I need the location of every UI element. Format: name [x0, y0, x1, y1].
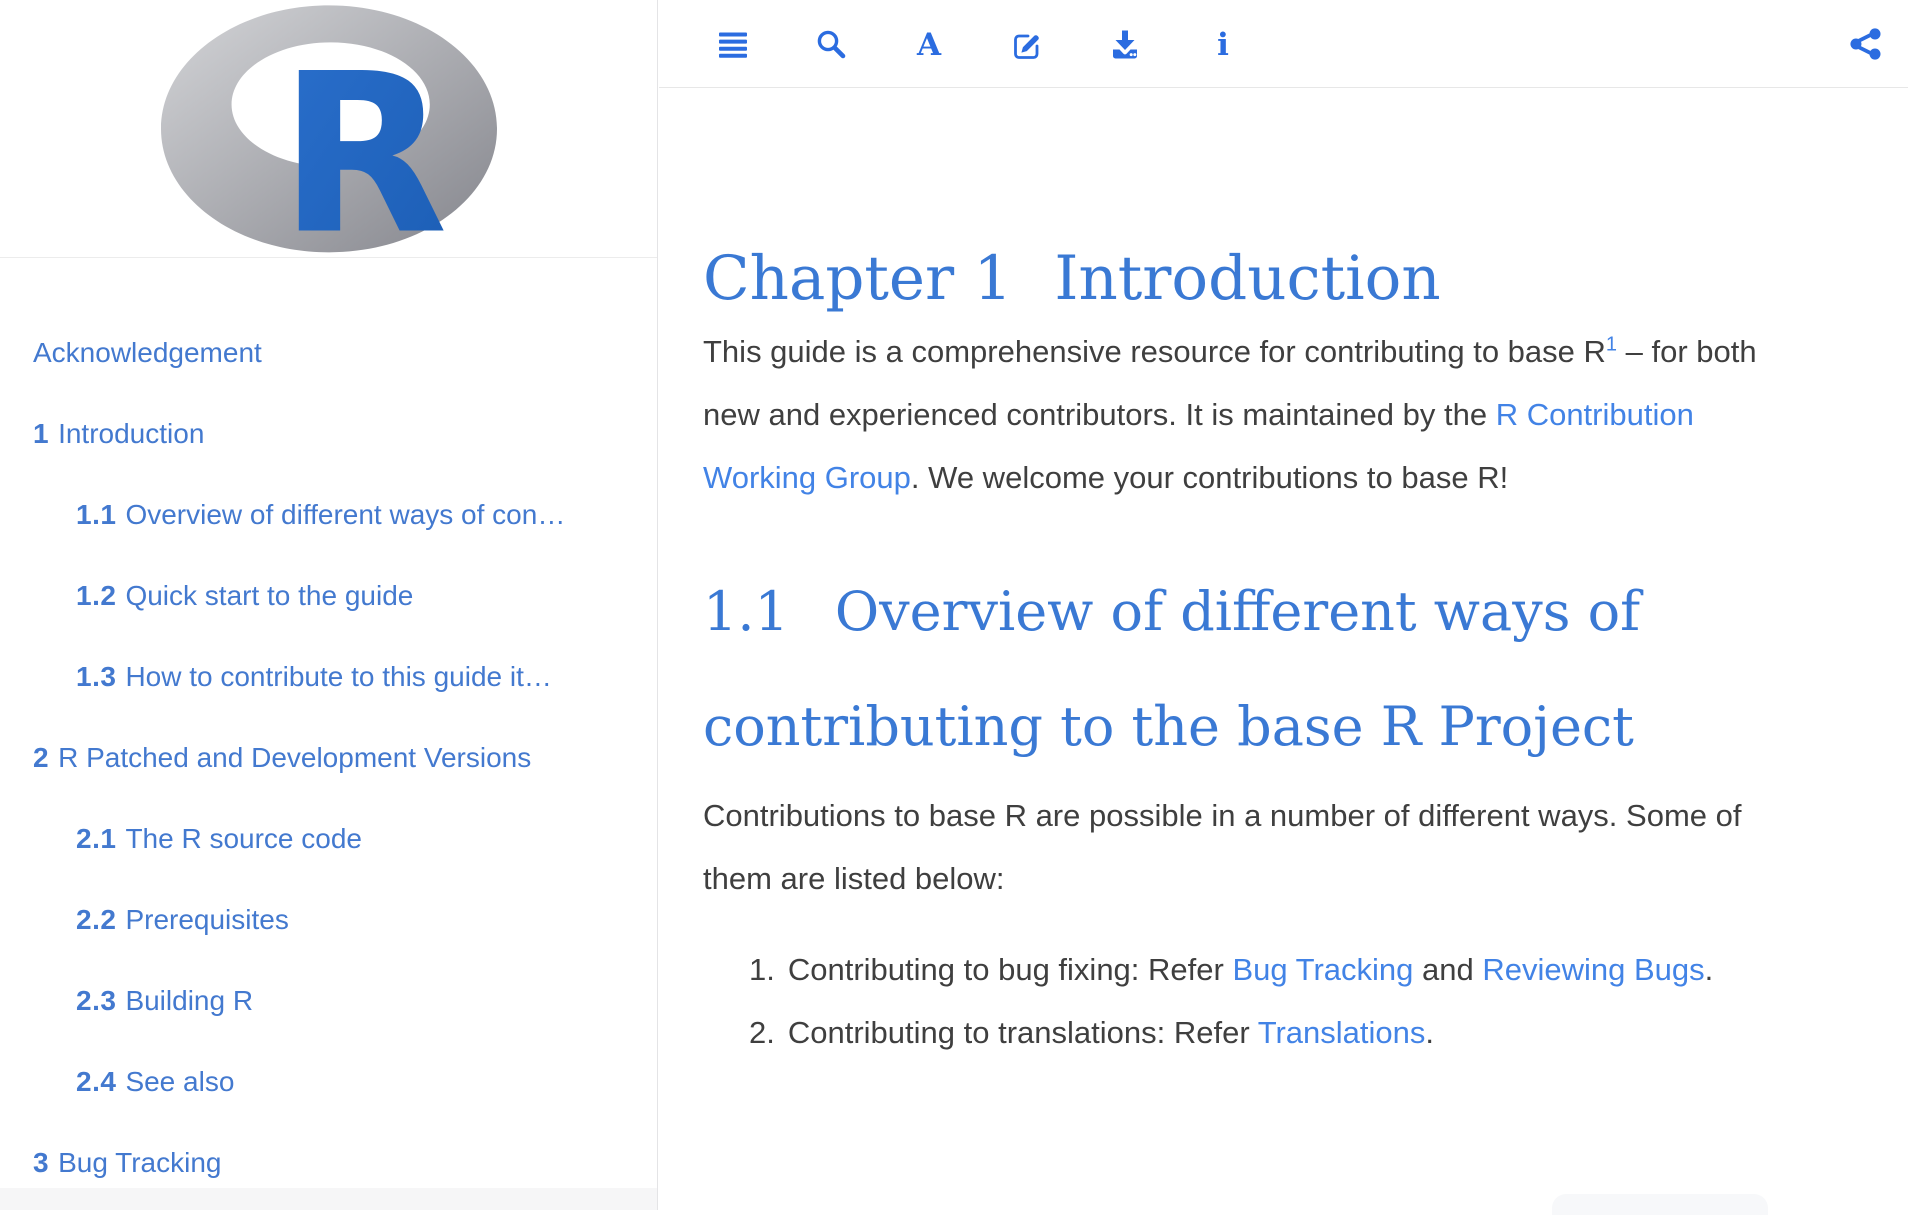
- toc-label: Acknowledgement: [33, 337, 262, 368]
- toc-number: 1.1: [76, 499, 117, 530]
- svg-text:i: i: [1217, 27, 1229, 60]
- list-item-1: [749, 938, 1890, 1001]
- toc-number: 1.3: [76, 661, 117, 692]
- toolbar: [659, 0, 1908, 88]
- text-run: Contributing to bug fixing: Refer: [787, 952, 1233, 987]
- text-run: . We welcome your contributions to base R!: [910, 460, 1509, 495]
- translations-link[interactable]: Translations: [1257, 1015, 1426, 1050]
- search-button[interactable]: [813, 26, 849, 62]
- r-logo[interactable]: [0, 0, 657, 258]
- sidebar-item-1-1[interactable]: [0, 498, 657, 532]
- menu-icon: [717, 28, 749, 60]
- toc-number: 1: [33, 418, 50, 449]
- download-icon: [1108, 27, 1142, 61]
- chapter-title: Introduction: [1054, 243, 1441, 314]
- sidebar-item-2[interactable]: [0, 741, 657, 775]
- sidebar-item-1-3[interactable]: [0, 660, 657, 694]
- chapter-number: Chapter 1: [703, 243, 1013, 314]
- footnote-1-link[interactable]: 1: [1605, 333, 1618, 356]
- section-number: 1.1: [703, 580, 789, 643]
- sidebar-item-3[interactable]: [0, 1146, 657, 1180]
- toc-number: 2: [33, 742, 50, 773]
- toc-number: 1.2: [76, 580, 117, 611]
- edit-icon: [1010, 27, 1044, 61]
- sidebar: [0, 0, 658, 1210]
- toc-label: How to contribute to this guide it…: [125, 661, 552, 692]
- toc-number: 2.3: [76, 985, 117, 1016]
- text-run: and: [1413, 952, 1483, 987]
- download-button[interactable]: [1107, 26, 1143, 62]
- sidebar-item-2-3[interactable]: [0, 984, 657, 1018]
- toc-label: Building R: [125, 985, 254, 1016]
- sidebar-item-2-2[interactable]: [0, 903, 657, 937]
- text-run: This guide is a comprehensive resource for contributing to base R: [703, 334, 1606, 369]
- chapter-heading: [703, 238, 1890, 320]
- info-button[interactable]: [1205, 26, 1241, 62]
- text-run: .: [1425, 1015, 1435, 1050]
- sidebar-item-2-1[interactable]: [0, 822, 657, 856]
- toc-number: 3: [33, 1147, 50, 1178]
- toggle-sidebar-button[interactable]: [715, 26, 751, 62]
- text-run: .: [1704, 952, 1714, 987]
- overview-paragraph: Contributions to base R are possible in a number of different ways. Some of them are listed below:: [703, 798, 1742, 896]
- search-icon: [815, 28, 847, 60]
- toc-label: Prerequisites: [125, 904, 289, 935]
- r-logo-image: [153, 2, 505, 254]
- font-settings-icon: [913, 28, 945, 60]
- reviewing-bugs-link[interactable]: Reviewing Bugs: [1482, 952, 1705, 987]
- toc-label: R Patched and Development Versions: [58, 742, 532, 773]
- toc-number: 2.2: [76, 904, 117, 935]
- contribution-ways-list: [703, 938, 1890, 1064]
- toc-number: 2.1: [76, 823, 117, 854]
- list-item-2: [749, 1001, 1890, 1064]
- sidebar-bottom-strip: [0, 1188, 657, 1210]
- toc-label: Bug Tracking: [58, 1147, 222, 1178]
- sidebar-item-1[interactable]: [0, 417, 657, 451]
- section-heading: [703, 554, 1763, 784]
- toc-number: 2.4: [76, 1066, 117, 1097]
- table-of-contents: [0, 258, 657, 1180]
- r-contribution-working-group-link[interactable]: R Contribution Working Group: [703, 397, 1694, 495]
- share-icon: [1849, 26, 1883, 62]
- main-content-area: [659, 0, 1908, 1210]
- section-title: Overview of different ways of contributing to the base R Project: [703, 580, 1641, 758]
- intro-paragraph: [703, 320, 1807, 509]
- edit-button[interactable]: [1009, 26, 1045, 62]
- text-run: Contributing to translations: Refer: [787, 1015, 1258, 1050]
- toc-label: Overview of different ways of con…: [125, 499, 566, 530]
- bug-tracking-link[interactable]: Bug Tracking: [1232, 952, 1414, 987]
- sidebar-item-2-4[interactable]: [0, 1065, 657, 1099]
- list-marker: 1.: [749, 952, 775, 987]
- page-body: [659, 238, 1908, 1064]
- text-run: – for both new and experienced contributors. It is maintained by the: [703, 334, 1757, 432]
- sidebar-item-1-2[interactable]: [0, 579, 657, 613]
- share-button[interactable]: [1848, 26, 1884, 62]
- list-marker: 2.: [749, 1015, 775, 1050]
- toc-label: Quick start to the guide: [125, 580, 414, 611]
- toc-label: See also: [125, 1066, 235, 1097]
- svg-text:A: A: [916, 27, 942, 60]
- toc-label: The R source code: [125, 823, 363, 854]
- info-icon: [1207, 28, 1239, 60]
- r-logo-letter: R: [278, 26, 448, 254]
- toc-label: Introduction: [58, 418, 205, 449]
- sidebar-item-acknowledgement[interactable]: [0, 336, 657, 370]
- cutoff-popup-edge: [1552, 1194, 1768, 1215]
- font-settings-button[interactable]: [911, 26, 947, 62]
